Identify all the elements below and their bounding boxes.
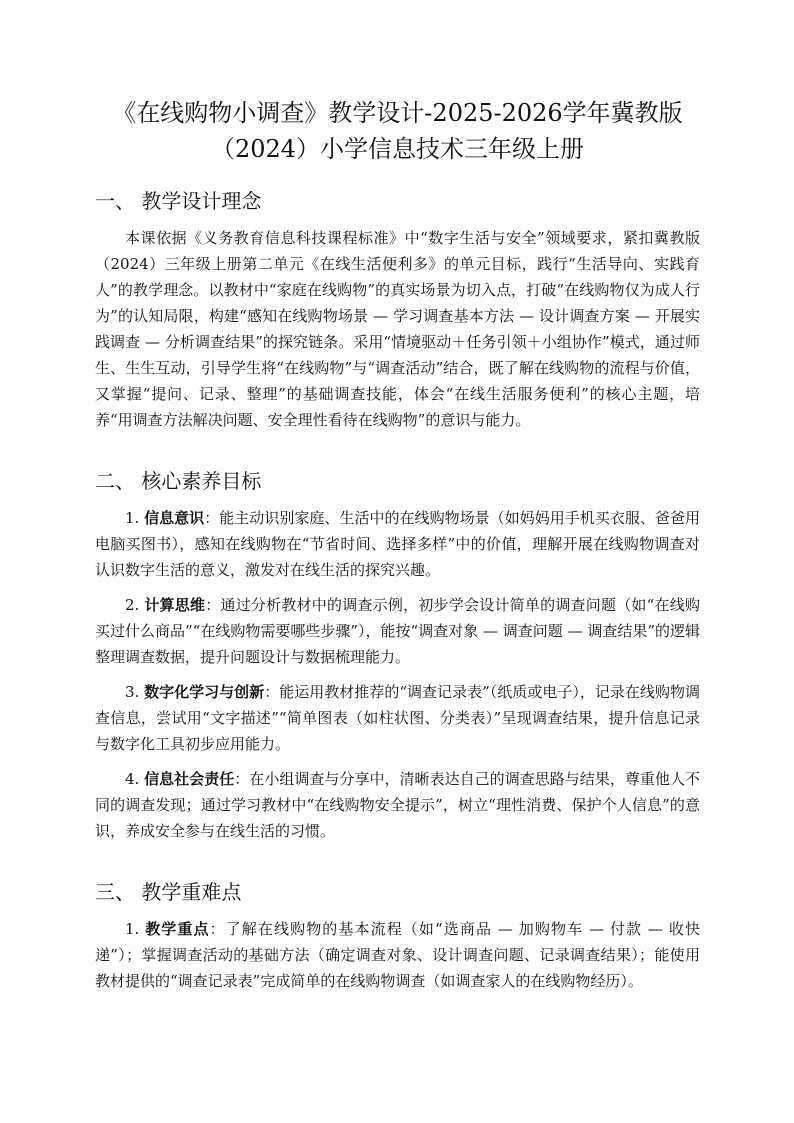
design-philosophy-paragraph: 本课依据《义务教育信息科技课程标准》中“数字生活与安全”领域要求，紧扣冀教版（2024）三年级上册第二单元《在线生活便利多》的单元目标，践行“生活导向、实践育人”的教学理念。以教材中“家庭在线购物”的真实场景为切入点，打破“在线购物仅为成人行为”的认知局限，构建“感知在线购物场景 — 学习调查基本方法 — 设计调查方案 — 开展实践调查 — 分析调查结果”的探究链条。采用“情境驱动＋任务引领＋小组协作”模式，通过师生、生生互动，引导学生将“在线购物”与“调查活动”结合，既了解在线购物的流程与价值，又掌握“提问、记录、整理”的基础调查技能，体会“在线生活服务便利”的核心主题，培养“用调查方法解决问题、安全理性看待在线购物”的意识与能力。 <box>95 229 700 429</box>
goal-item-computational-thinking <box>95 592 700 670</box>
section-heading-core-literacy-goals: 二、 核心素养目标 <box>95 469 262 493</box>
goal-text: ：通过分析教材中的调查示例，初步学会设计简单的调查问题（如“在线购买过什么商品”“在线购物需要哪些步骤”），能按“调查对象 — 调查问题 — 调查结果”的逻辑整理调查数据，提升问题设计与数据梳理能力。 <box>95 596 700 666</box>
goal-text: ：能运用教材推荐的“调查记录表”（纸质或电子），记录在线购物调查信息，尝试用“文字描述”“简单图表（如柱状图、分类表）”呈现调查结果，提升信息记录与数字化工具初步应用能力。 <box>95 683 700 753</box>
goal-term: 信息意识 <box>144 509 205 527</box>
goal-term: 数字化学习与创新 <box>144 683 265 701</box>
document-title: 《在线购物小调查》教学设计-2025-2026学年冀教版（2024）小学信息技术三年级上册 <box>112 99 683 163</box>
goal-text: ：能主动识别家庭、生活中的在线购物场景（如妈妈用手机买衣服、爸爸用电脑买图书），感知在线购物在“节省时间、选择多样”中的价值，理解开展在线购物调查对认识数字生活的意义，激发对在线生活的探究兴趣。 <box>95 509 700 579</box>
goal-number: 2. <box>125 596 145 614</box>
key-item-teaching-focus <box>95 916 700 994</box>
document-page <box>95 95 700 1003</box>
key-number: 1. <box>125 920 146 938</box>
goal-item-social-responsibility <box>95 766 700 844</box>
goal-term: 计算思维 <box>144 596 206 614</box>
key-text: ：了解在线购物的基本流程（如“选商品 — 加购物车 — 付款 — 收快递”）；掌握调查活动的基础方法（确定调查对象、设计调查问题、记录调查结果）；能使用教材提供的“调查记录表”完成简单的在线购物调查（如调查家人的在线购物经历）。 <box>95 920 700 990</box>
goal-item-information-awareness <box>95 505 700 583</box>
goal-term: 信息社会责任 <box>144 770 235 788</box>
key-term: 教学重点 <box>145 920 210 938</box>
goal-item-digital-learning-innovation <box>95 679 700 757</box>
key-point-list <box>95 916 700 994</box>
goal-number: 1. <box>125 509 145 527</box>
goal-number: 3. <box>125 683 145 701</box>
goal-text: ：在小组调查与分享中，清晰表达自己的调查思路与结果，尊重他人不同的调查发现；通过学习教材中“在线购物安全提示”，树立“理性消费、保护个人信息”的意识，养成安全参与在线生活的习惯。 <box>95 770 700 840</box>
goal-number: 4. <box>125 770 145 788</box>
section-heading-design-philosophy: 一、 教学设计理念 <box>95 189 262 213</box>
core-literacy-goal-list <box>95 505 700 844</box>
section-heading-key-difficult-points: 三、 教学重难点 <box>95 880 242 904</box>
